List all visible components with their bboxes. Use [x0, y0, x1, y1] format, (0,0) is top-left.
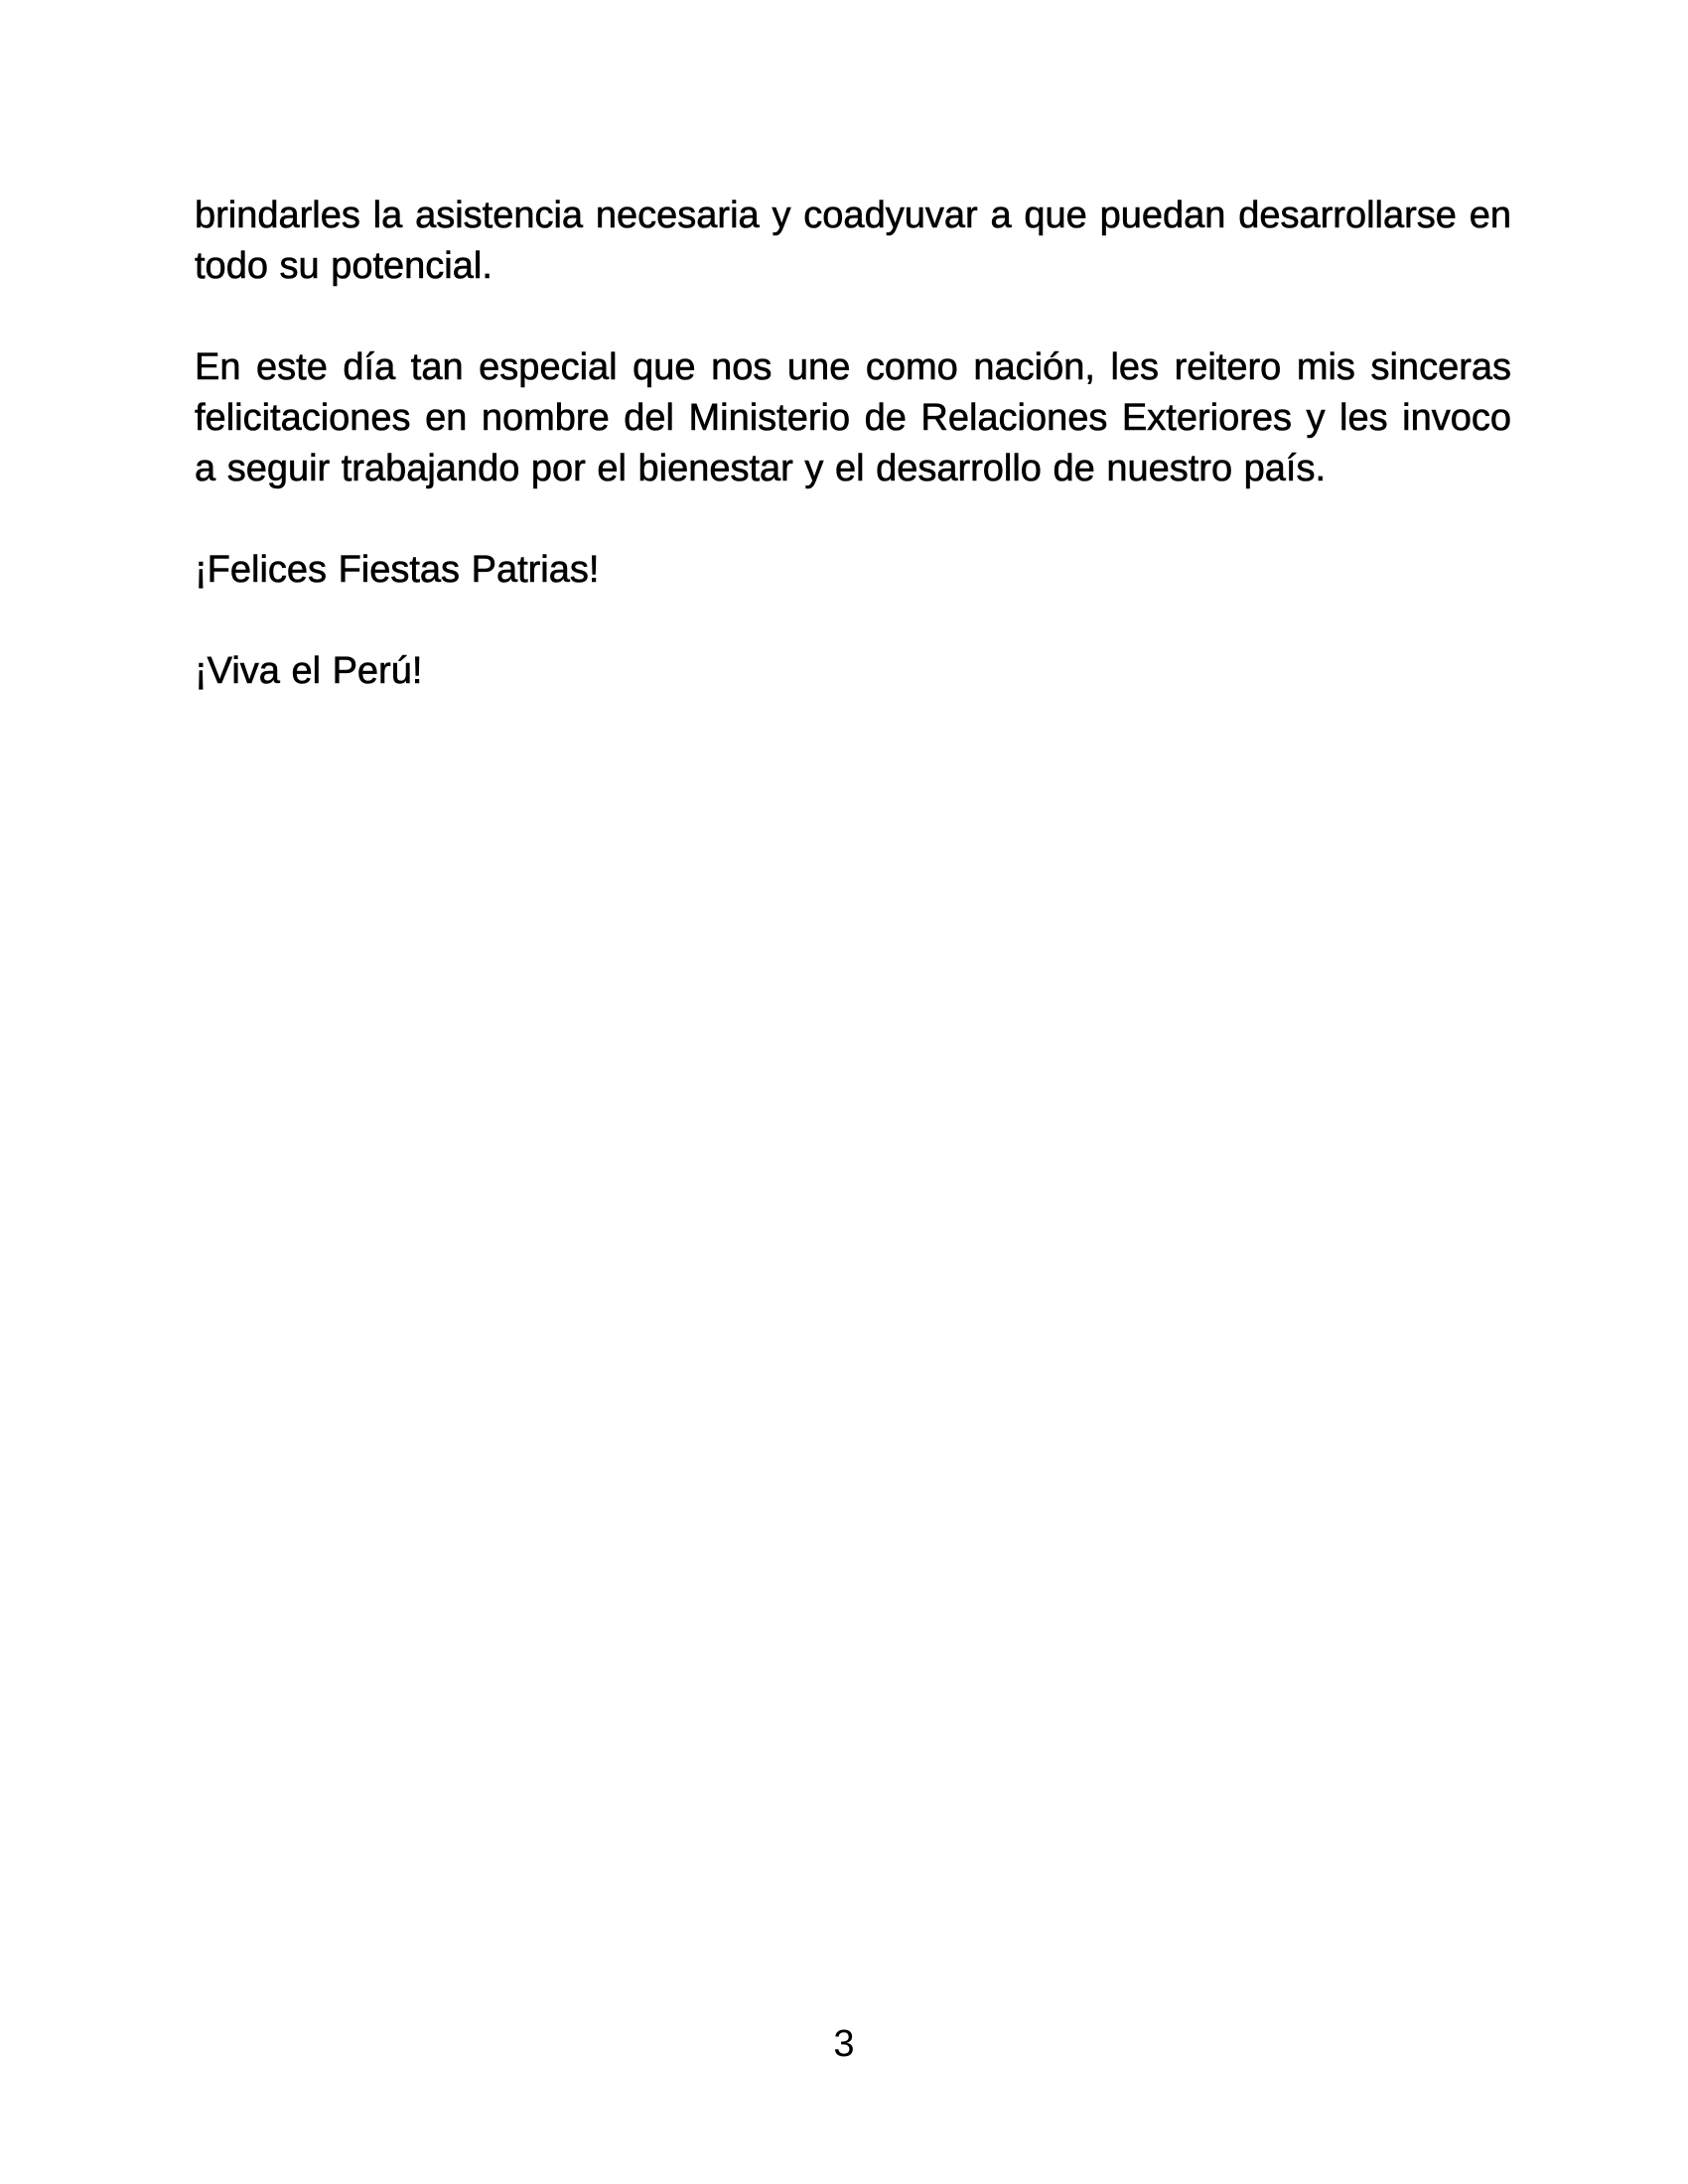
paragraph-felices-fiestas: ¡Felices Fiestas Patrias!	[195, 549, 600, 591]
document-body	[195, 191, 1511, 697]
paragraph-closing-assistance: brindarles la asistencia necesaria y coadyuvar a que puedan desarrollarse en todo su potencial.	[195, 195, 1511, 287]
page-number: 3	[833, 2023, 855, 2065]
paragraph-congratulations: En este día tan especial que nos une como nación, les reitero mis sinceras felicitaciones en nombre del Ministerio de Relaciones Exteriores y les invoco a seguir trabajando por el bienestar y el desarrollo de nuestro país.	[195, 346, 1511, 489]
paragraph-viva-peru: ¡Viva el Perú!	[195, 650, 423, 692]
